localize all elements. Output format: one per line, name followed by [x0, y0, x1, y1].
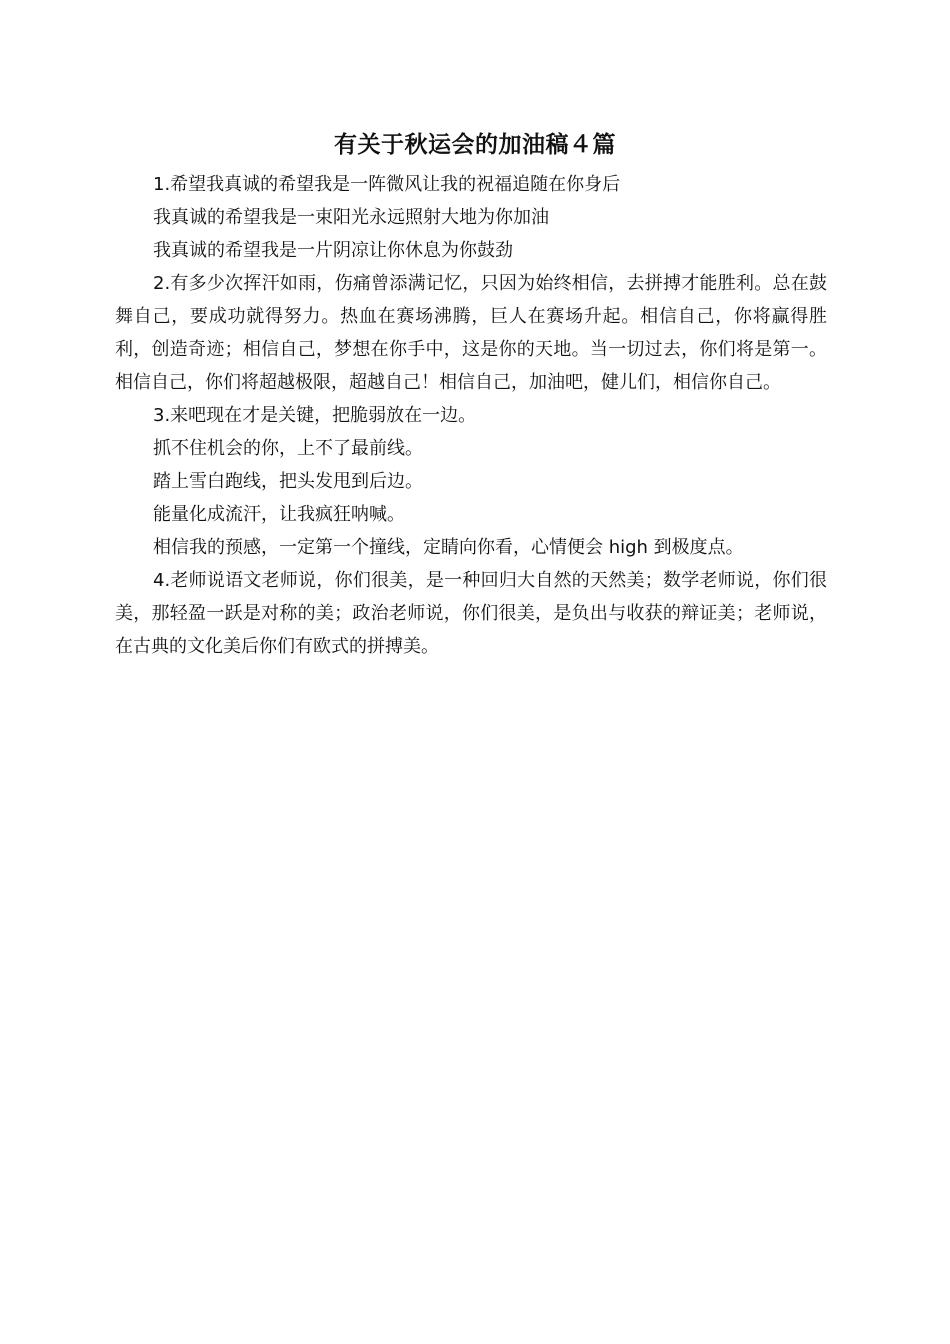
paragraph-3: 我真诚的希望我是一片阴凉让你休息为你鼓劲 [153, 240, 513, 261]
paragraph-5: 3.来吧现在才是关键，把脆弱放在一边。 [153, 405, 477, 426]
paragraph-1: 1.希望我真诚的希望我是一阵微风让我的祝福追随在你身后 [153, 174, 621, 195]
paragraph-8: 能量化成流汗，让我疯狂呐喊。 [153, 504, 405, 525]
paragraph-2: 我真诚的希望我是一束阳光永远照射大地为你加油 [153, 207, 549, 228]
document-title: 有关于秋运会的加油稿４篇 [334, 132, 616, 159]
paragraph-10: 4.老师说语文老师说，你们很美，是一种回归大自然的天然美；数学老师说，你们很美，那轻盈一跃是对称的美；政治老师说，你们很美，是负出与收获的辩证美；老师说，在古典的文化美后你们有欧式的拼搏美。 [115, 570, 827, 657]
paragraph-7: 踏上雪白跑线，把头发甩到后边。 [153, 471, 423, 492]
document-body [115, 168, 827, 663]
paragraph-4: 2.有多少次挥汗如雨，伤痛曾添满记忆，只因为始终相信，去拼搏才能胜利。总在鼓舞自己，要成功就得努力。热血在赛场沸腾，巨人在赛场升起。相信自己，你将赢得胜利，创造奇迹；相信自己，梦想在你手中，这是你的天地。当一切过去，你们将是第一。相信自己，你们将超越极限，超越自己！相信自己，加油吧，健儿们，相信你自己。 [115, 273, 827, 393]
paragraph-6: 抓不住机会的你，上不了最前线。 [153, 438, 423, 459]
paragraph-9: 相信我的预感，一定第一个撞线，定睛向你看，心情便会 high 到极度点。 [153, 537, 744, 558]
